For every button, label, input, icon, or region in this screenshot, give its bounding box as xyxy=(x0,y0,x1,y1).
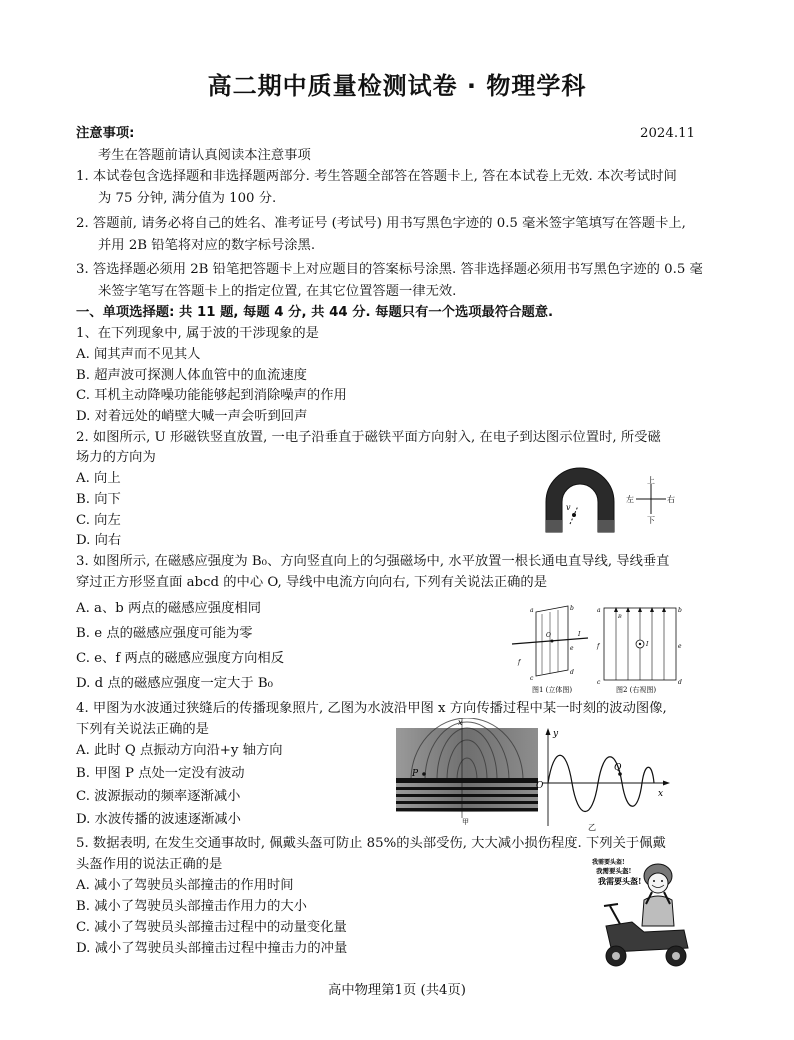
q3-stem-line-2: 穿过正方形竖直面 abcd 的中心 O, 导线中电流方向向右, 下列有关说法正确的是 xyxy=(76,575,548,590)
q3-stem-line-1: 3. 如图所示, 在磁感应强度为 B₀、方向竖直向上的匀强磁场中, 水平放置一根长通电直导线, 导线垂直 xyxy=(76,554,670,569)
q2-direction-cross xyxy=(626,474,676,524)
electron-velocity-label: v xyxy=(566,503,571,512)
q4-option-b: B. 甲图 P 点处一定没有波动 xyxy=(76,766,245,781)
q2-magnet-figure xyxy=(540,466,620,534)
notice-item-1-line-1: 1. 本试卷包含选择题和非选择题两部分. 考生答题全部答在答题卡上, 答在本试卷上无效. 本次考试时间 xyxy=(76,169,677,184)
notice-item-2-line-2: 并用 2B 铅笔将对应的数字标号涂黑. xyxy=(98,238,316,253)
bubble-text-1: 我需要头盔! xyxy=(592,859,625,866)
q4-option-c: C. 波源振动的频率逐渐减小 xyxy=(76,789,241,804)
q3-option-b: B. e 点的磁感应强度可能为零 xyxy=(76,626,253,641)
svg-text:b: b xyxy=(678,607,682,614)
svg-text:a: a xyxy=(597,607,601,614)
figure-2-caption: 图2 (右视图) xyxy=(616,686,657,694)
page-title: 高二期中质量检测试卷 · 物理学科 xyxy=(207,72,587,100)
page-footer: 高中物理第1页 (共4页) xyxy=(328,983,466,998)
q3-option-c: C. e、f 两点的磁感应强度方向相反 xyxy=(76,651,285,666)
q5-helmet-cartoon xyxy=(588,856,696,972)
svg-text:x: x xyxy=(658,789,664,799)
svg-text:f: f xyxy=(597,643,600,650)
q1-option-d: D. 对着远处的峭壁大喊一声会听到回声 xyxy=(76,409,308,424)
svg-text:d: d xyxy=(570,669,574,676)
q2-stem-line-2: 场力的方向为 xyxy=(76,450,156,465)
bubble-text-3: 我需要头盔! xyxy=(598,876,642,886)
figure-1-caption: 图1 (立体图) xyxy=(532,686,573,694)
q5-stem-line-2: 头盔作用的说法正确的是 xyxy=(76,857,223,872)
notice-heading: 注意事项: xyxy=(76,126,135,141)
svg-text:c: c xyxy=(530,675,534,682)
q1-option-a: A. 闻其声而不见其人 xyxy=(76,347,201,362)
q4-option-a: A. 此时 Q 点振动方向沿+y 轴方向 xyxy=(76,743,283,758)
q3-figure-3d xyxy=(506,604,594,694)
q4-stem-line-1: 4. 甲图为水波通过狭缝后的传播现象照片, 乙图为水波沿甲图 x 方向传播过程中某一时刻的波动图像, xyxy=(76,701,667,716)
figure-yi-label: 乙 xyxy=(588,823,596,832)
q3-option-d: D. d 点的磁感应强度一定大于 B₀ xyxy=(76,676,273,691)
notice-intro: 考生在答题前请认真阅读本注意事项 xyxy=(98,148,311,163)
q5-option-b: B. 减小了驾驶员头部撞击作用力的大小 xyxy=(76,899,307,914)
svg-text:O: O xyxy=(536,781,544,791)
svg-text:Q: Q xyxy=(614,763,622,773)
q1-option-c: C. 耳机主动降噪功能能够起到消除噪声的作用 xyxy=(76,388,347,403)
svg-text:d: d xyxy=(678,679,682,686)
svg-text:P: P xyxy=(412,769,419,779)
magnet-pole-left xyxy=(546,520,562,532)
exam-date: 2024.11 xyxy=(640,126,695,141)
svg-text:b: b xyxy=(570,605,574,612)
notice-item-1-line-2: 为 75 分钟, 满分值为 100 分. xyxy=(98,191,277,206)
q3-figure-side xyxy=(596,604,686,694)
q1-option-b: B. 超声波可探测人体血管中的血流速度 xyxy=(76,368,307,383)
svg-text:I: I xyxy=(578,631,581,638)
q5-option-a: A. 减小了驾驶员头部撞击的作用时间 xyxy=(76,878,294,893)
svg-text:O: O xyxy=(546,632,551,639)
q4-option-d: D. 水波传播的波速逐渐减小 xyxy=(76,812,241,827)
svg-text:c: c xyxy=(597,679,601,686)
q4-stem-line-2: 下列有关说法正确的是 xyxy=(76,722,209,737)
rider-face xyxy=(648,873,668,893)
svg-text:I: I xyxy=(646,641,649,648)
q2-stem-line-1: 2. 如图所示, U 形磁铁竖直放置, 一电子沿垂直于磁铁平面方向射入, 在电子到达图示位置时, 所受磁 xyxy=(76,430,661,445)
q3-option-a: A. a、b 两点的磁感应强度相同 xyxy=(76,601,261,616)
q4-water-wave-photo xyxy=(396,718,538,826)
notice-item-3-line-2: 米签字笔写在答题卡上的指定位置, 在其它位置答题一律无效. xyxy=(98,284,457,299)
direction-right: 右 xyxy=(667,495,675,504)
svg-text:x: x xyxy=(458,718,463,727)
q4-wave-graph xyxy=(536,726,672,832)
svg-text:e: e xyxy=(570,645,574,652)
direction-up: 上 xyxy=(647,476,655,485)
q5-option-d: D. 减小了驾驶员头部撞击过程中撞击力的冲量 xyxy=(76,941,348,956)
q2-option-c: C. 向左 xyxy=(76,513,121,528)
direction-left: 左 xyxy=(626,495,634,504)
direction-down: 下 xyxy=(647,516,655,524)
svg-text:e: e xyxy=(678,643,682,650)
q5-option-c: C. 减小了驾驶员头部撞击过程中的动量变化量 xyxy=(76,920,347,935)
bubble-text-2: 我需要头盔! xyxy=(596,867,632,875)
notice-item-3-line-1: 3. 答选择题必须用 2B 铅笔把答题卡上对应题目的答案标号涂黑. 答非选择题必须用书写黑色字迹的 0.5 毫 xyxy=(76,262,703,277)
magnet-pole-right xyxy=(598,520,614,532)
q2-option-b: B. 向下 xyxy=(76,492,121,507)
svg-text:B: B xyxy=(618,614,622,620)
notice-item-2-line-1: 2. 答题前, 请务必将自己的姓名、准考证号 (考试号) 用书写黑色字迹的 0.5 毫米签字笔填写在答题卡上, xyxy=(76,216,686,231)
section-heading: 一、单项选择题: 共 11 题, 每题 4 分, 共 44 分. 每题只有一个选项最符合题意. xyxy=(76,305,554,320)
electron-dot xyxy=(572,513,576,517)
q1-stem: 1、在下列现象中, 属于波的干涉现象的是 xyxy=(76,326,319,341)
q2-option-a: A. 向上 xyxy=(76,471,121,486)
q5-stem-line-1: 5. 数据表明, 在发生交通事故时, 佩戴头盔可防止 85%的头部受伤, 大大减小损伤程度. 下列关于佩戴 xyxy=(76,836,666,851)
svg-text:f: f xyxy=(518,659,521,666)
figure-jia-label: 甲 xyxy=(462,818,469,826)
q2-option-d: D. 向右 xyxy=(76,533,122,548)
svg-text:a: a xyxy=(530,607,534,614)
svg-text:y: y xyxy=(553,729,559,739)
